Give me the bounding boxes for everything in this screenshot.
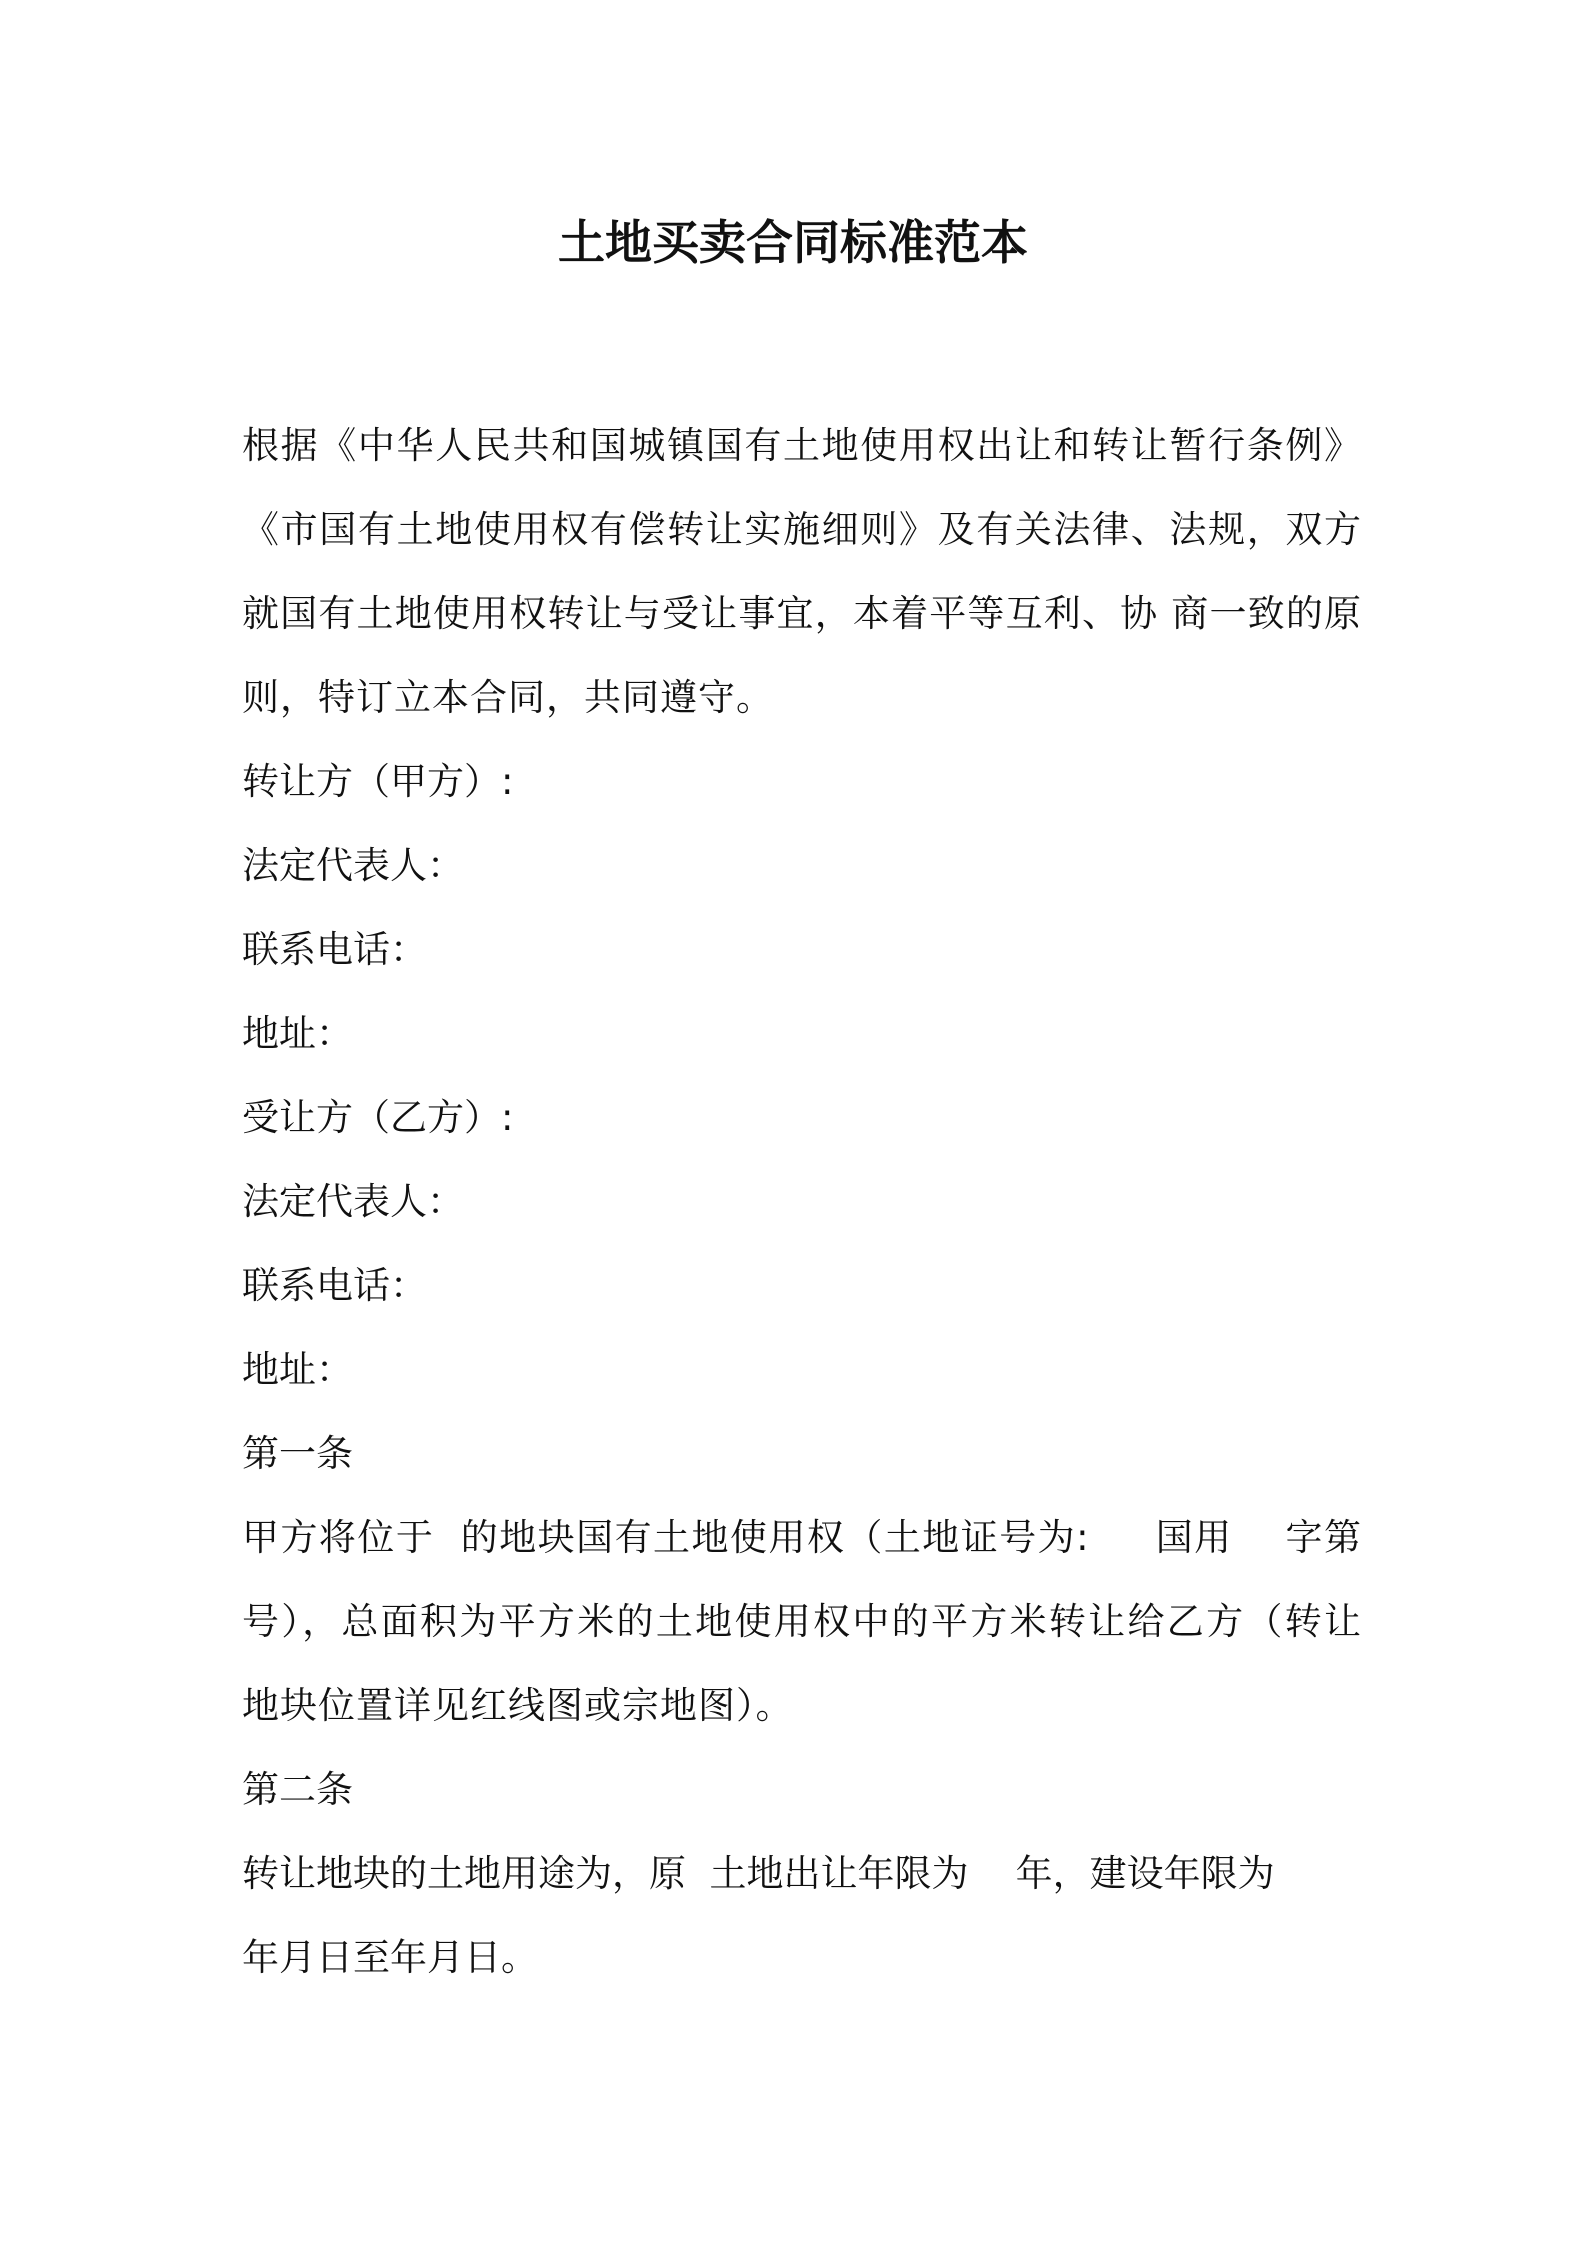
article-1-heading: 第一条 <box>242 1432 353 1475</box>
party-b-label: 受让方（乙方）: <box>242 1096 514 1139</box>
article-1-body: 甲方将位于 的地块国有土地使用权（土地证号为: 国用 字第号），总面积为平方米的土地使用权中的平方米转让给乙方（转让地块位置详见红线图或宗地图）。 <box>242 1516 1362 1727</box>
party-b-address: 地址： <box>242 1348 353 1391</box>
article-2-heading: 第二条 <box>242 1768 353 1811</box>
document-title: 土地买卖合同标准范本 <box>558 216 1028 271</box>
party-a-phone: 联系电话： <box>242 928 427 971</box>
party-a-representative: 法定代表人： <box>242 844 464 887</box>
party-a-label: 转让方（甲方）: <box>242 760 514 803</box>
document-body <box>242 404 1362 2000</box>
article-2-line-1: 转让地块的土地用途为，原 土地出让年限为 年，建设年限为 <box>242 1852 1275 1895</box>
party-a-address: 地址： <box>242 1012 353 1055</box>
article-2-line-2: 年月日至年月日。 <box>242 1936 538 1979</box>
party-b-representative: 法定代表人： <box>242 1180 464 1223</box>
party-b-phone: 联系电话： <box>242 1264 427 1307</box>
intro-paragraph: 根据《中华人民共和国城镇国有土地使用权出让和转让暂行条例》《市国有土地使用权有偿转让实施细则》及有关法律、法规，双方就国有土地使用权转让与受让事宜，本着平等互利、协 商一致的原 则，特订立本合同，共同遵守。 <box>242 424 1362 719</box>
